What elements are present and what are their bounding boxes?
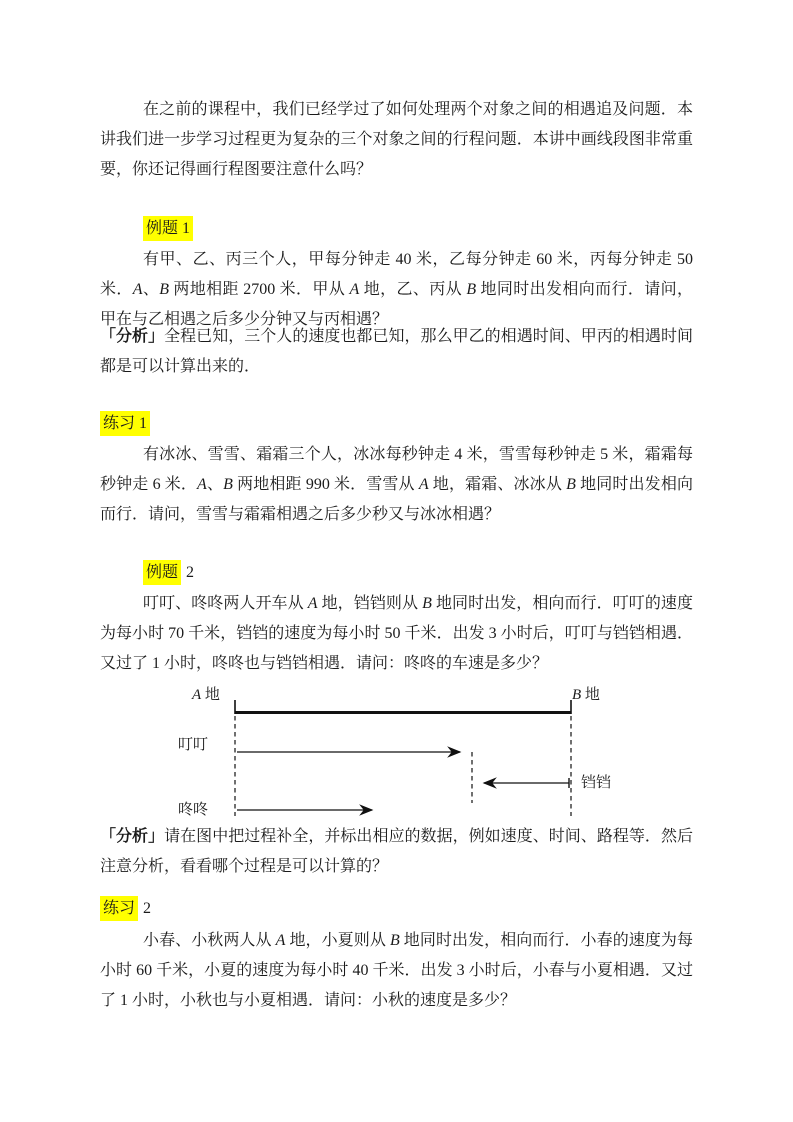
analysis-text: 请在图中把过程补全，并标出相应的数据，例如速度、时间、路程等．然后注意分析，看看哪个过程是可以计算的？	[100, 828, 693, 875]
analysis-label: 「分析」	[100, 328, 165, 345]
example1-badge-number	[193, 220, 194, 237]
example2-badge: 例题	[143, 560, 181, 585]
example2-badge-number: 2	[182, 564, 195, 581]
location-b-label: B 地	[572, 687, 600, 703]
example1-badge: 例题 1	[143, 216, 193, 241]
practice1-badge-number	[150, 415, 151, 432]
dingding-label: 叮叮	[178, 737, 209, 753]
practice2-heading	[100, 896, 151, 921]
practice2-problem: 小春、小秋两人从 A 地，小夏则从 B 地同时出发，相向而行．小春的速度为每小时 60 千米，小夏的速度为每小时 40 千米．出发 3 小时后，小春与小夏相遇．又过了 1 小时，小秋也与小夏相遇．请问：小秋的速度是多少？	[100, 932, 693, 1009]
practice1-problem: 有冰冰、雪雪、霜霜三个人，冰冰每秒钟走 4 米，雪雪每秒钟走 5 米，霜霜每秒钟走 6 米．A、B 两地相距 990 米．雪雪从 A 地，霜霜、冰冰从 B 地同时出发相向而行．请问，雪雪与霜霜相遇之后多少秒又与冰冰相遇？	[100, 446, 693, 523]
practice2-badge-number: 2	[139, 900, 152, 917]
example1-analysis	[100, 322, 693, 382]
example1-problem: 有甲、乙、丙三个人，甲每分钟走 40 米，乙每分钟走 60 米，丙每分钟走 50 米．A、B 两地相距 2700 米．甲从 A 地，乙、丙从 B 地同时出发相向而行．请问，甲在与乙相遇之后多少分钟又与丙相遇？	[100, 251, 693, 328]
practice1-badge: 练习 1	[100, 411, 150, 436]
practice1-heading	[100, 411, 151, 436]
intro-paragraph: 在之前的课程中，我们已经学过了如何处理两个对象之间的相遇追及问题．本讲我们进一步学习过程更为复杂的三个对象之间的行程问题．本讲中画线段图非常重要，你还记得画行程图要注意什么吗？	[100, 101, 693, 178]
example2-heading	[143, 560, 194, 585]
example2-analysis	[100, 822, 693, 882]
dangdang-label: 铛铛	[581, 775, 612, 791]
analysis-label: 「分析」	[100, 828, 165, 845]
dongdong-label: 咚咚	[178, 802, 209, 818]
location-a-label: A 地	[192, 687, 220, 703]
analysis-text: 全程已知，三个人的速度也都已知，那么甲乙的相遇时间、甲丙的相遇时间都是可以计算出来的．	[100, 328, 693, 375]
route-diagram	[100, 685, 693, 825]
practice2-badge: 练习	[100, 896, 138, 921]
example1-heading	[143, 216, 194, 241]
example2-problem: 叮叮、咚咚两人开车从 A 地，铛铛则从 B 地同时出发，相向而行．叮叮的速度为每小时 70 千米，铛铛的速度为每小时 50 千米．出发 3 小时后，叮叮与铛铛相遇．又过了 1 小时，咚咚也与铛铛相遇．请问：咚咚的车速是多少？	[100, 595, 693, 672]
